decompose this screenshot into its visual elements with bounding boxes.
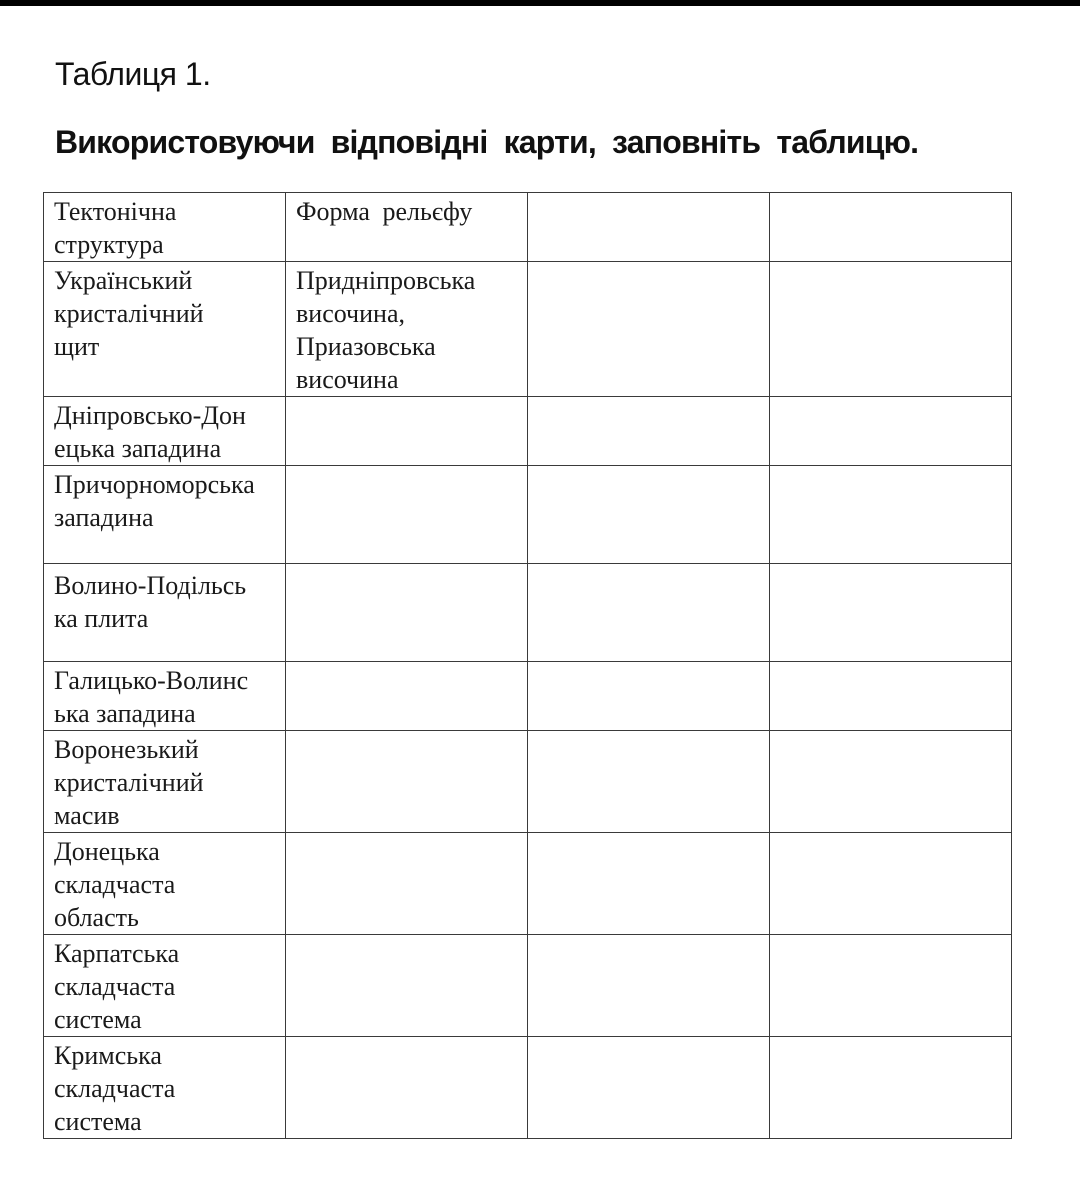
structure-cell: Причорноморська западина <box>44 466 286 564</box>
table-row <box>44 262 1012 397</box>
table-row <box>44 662 1012 731</box>
table-row <box>44 833 1012 935</box>
answer-cell[interactable] <box>770 833 1012 935</box>
relief-cell[interactable] <box>286 731 528 833</box>
table-row <box>44 466 1012 564</box>
table-header-row <box>44 193 1012 262</box>
header-cell-tectonic-structure: Тектонічна структура <box>44 193 286 262</box>
structure-cell: Донецька складчаста область <box>44 833 286 935</box>
table-row <box>44 397 1012 466</box>
table-row <box>44 731 1012 833</box>
relief-cell[interactable] <box>286 466 528 564</box>
table-label: Таблиця 1. <box>55 56 211 92</box>
answer-cell[interactable] <box>528 262 770 397</box>
relief-cell[interactable]: Придніпровська височина, Приазовська височина <box>286 262 528 397</box>
answer-cell[interactable] <box>770 564 1012 662</box>
structure-cell: Дніпровсько-Дон ецька западина <box>44 397 286 466</box>
answer-cell[interactable] <box>770 262 1012 397</box>
answer-cell[interactable] <box>528 662 770 731</box>
relief-cell[interactable] <box>286 397 528 466</box>
structure-cell: Кримська складчаста система <box>44 1037 286 1139</box>
answer-cell[interactable] <box>528 935 770 1037</box>
answer-cell[interactable] <box>528 1037 770 1139</box>
answer-cell[interactable] <box>770 397 1012 466</box>
instruction-heading: Використовуючи відповідні карти, заповніть таблицю. <box>55 124 919 160</box>
answer-cell[interactable] <box>770 662 1012 731</box>
answer-cell[interactable] <box>770 1037 1012 1139</box>
answer-cell[interactable] <box>770 731 1012 833</box>
table-row <box>44 564 1012 662</box>
answer-cell[interactable] <box>528 731 770 833</box>
structure-cell: Воронезький кристалічний масив <box>44 731 286 833</box>
relief-cell[interactable] <box>286 1037 528 1139</box>
structure-cell: Волино-Подільсь ка плита <box>44 564 286 662</box>
answer-cell[interactable] <box>528 397 770 466</box>
table-row <box>44 935 1012 1037</box>
answer-cell[interactable] <box>770 466 1012 564</box>
header-cell-empty-3[interactable] <box>528 193 770 262</box>
structure-cell: Український кристалічний щит <box>44 262 286 397</box>
structure-cell: Карпатська складчаста система <box>44 935 286 1037</box>
tectonic-structures-table <box>43 192 1012 1139</box>
answer-cell[interactable] <box>770 935 1012 1037</box>
relief-cell[interactable] <box>286 564 528 662</box>
table-row <box>44 1037 1012 1139</box>
answer-cell[interactable] <box>528 466 770 564</box>
relief-cell[interactable] <box>286 833 528 935</box>
header-cell-empty-4[interactable] <box>770 193 1012 262</box>
relief-cell[interactable] <box>286 935 528 1037</box>
top-edge-bar <box>0 0 1080 6</box>
header-cell-relief-form: Форма рельєфу <box>286 193 528 262</box>
relief-cell[interactable] <box>286 662 528 731</box>
structure-cell: Галицько-Волинс ька западина <box>44 662 286 731</box>
answer-cell[interactable] <box>528 564 770 662</box>
answer-cell[interactable] <box>528 833 770 935</box>
